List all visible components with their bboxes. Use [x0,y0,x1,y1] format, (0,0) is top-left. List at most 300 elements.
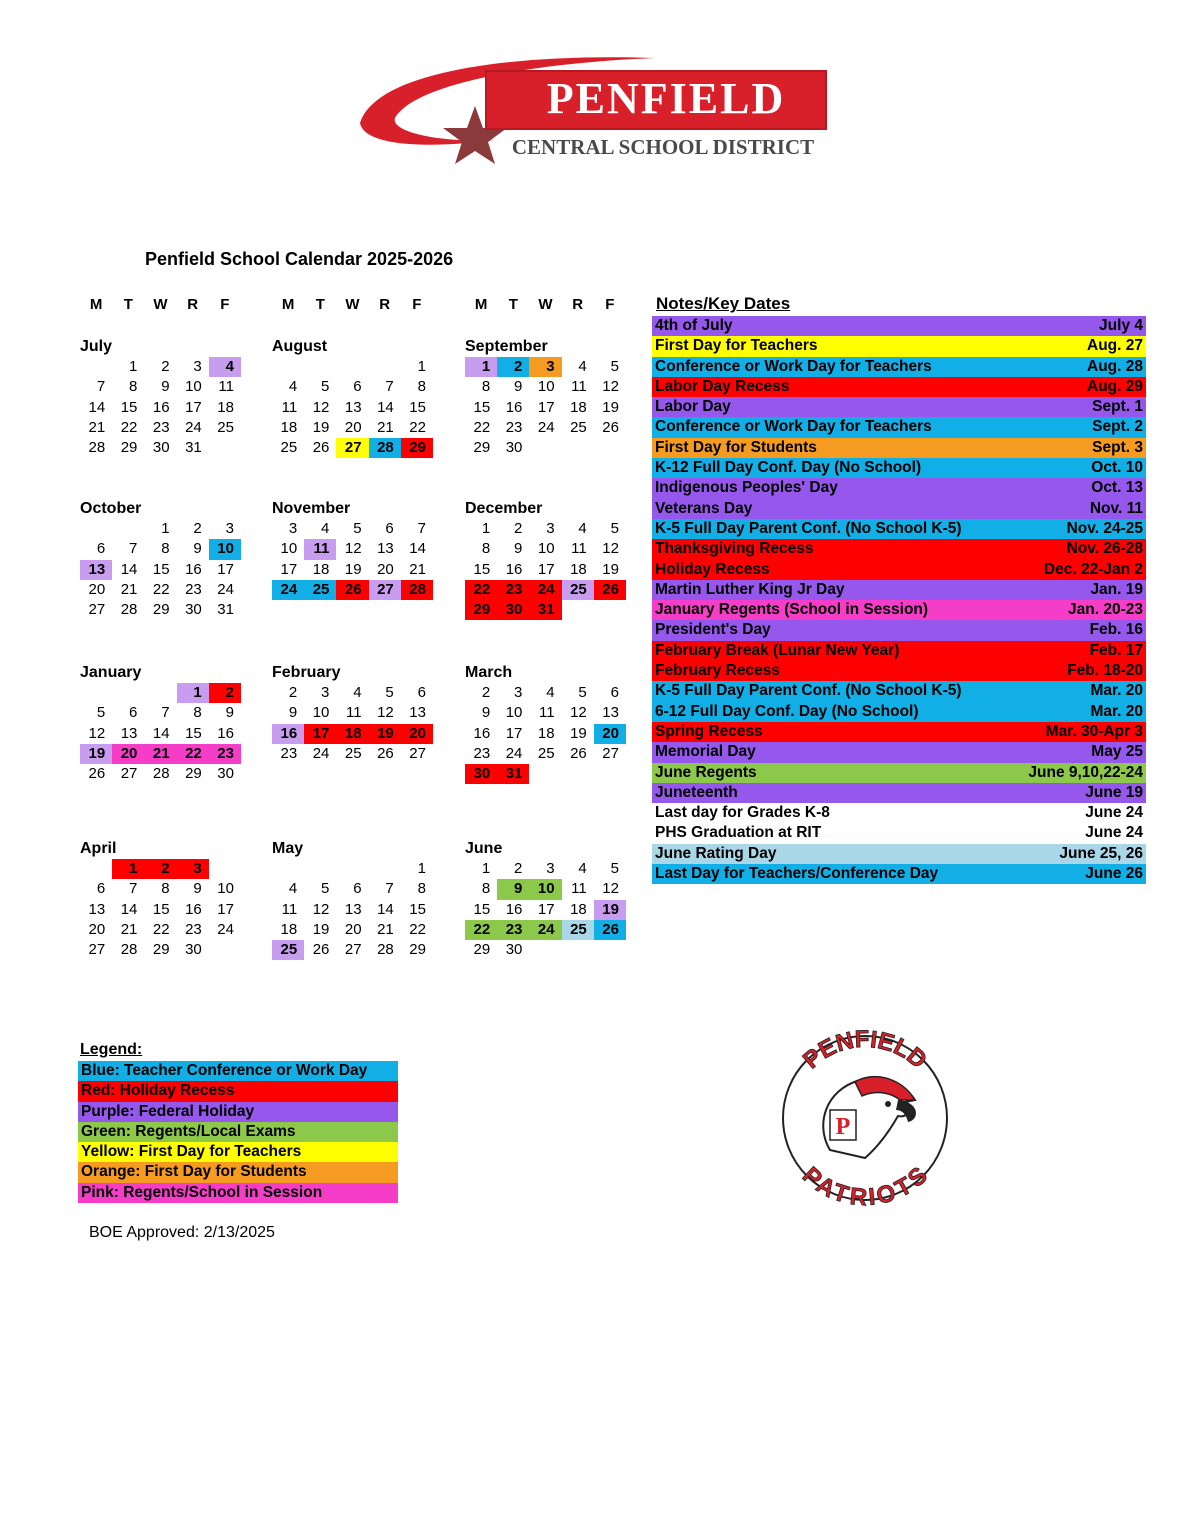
day-cell: 8 [161,540,170,558]
day-cell: 28 [369,438,401,458]
day-cell: 27 [336,438,368,458]
week-row [465,683,626,703]
empty-day-cell [209,859,241,879]
day-cell: 3 [288,520,298,537]
week-row [272,879,433,899]
day-cell: 20 [88,920,106,938]
week-row [80,744,241,764]
week-row [272,398,433,418]
note-label: Last Day for Teachers/Conference Day [655,865,939,883]
week-row [80,580,241,600]
legend-list [78,1061,398,1203]
day-cell: 26 [312,439,330,457]
note-date: Nov. 26-28 [1066,540,1143,558]
day-cell: 19 [80,744,112,764]
weekday-label: R [572,295,584,313]
note-date: Oct. 13 [1091,479,1143,497]
day-cell: 3 [514,684,523,701]
day-cell: 10 [217,880,234,898]
day-cell: 13 [377,540,394,558]
note-date: June 24 [1085,824,1143,842]
day-cell: 12 [602,880,619,898]
day-cell: 25 [280,439,298,457]
note-date: Jan. 19 [1090,580,1143,598]
note-row [652,357,1146,377]
day-cell: 23 [185,920,202,938]
day-cell: 21 [88,418,106,436]
day-cell: 7 [385,378,394,396]
day-cell: 9 [193,540,202,558]
day-cell: 23 [497,580,529,600]
week-row [465,744,626,764]
mascot-letter: P [835,1114,851,1140]
day-cell: 10 [537,378,555,396]
week-row [80,879,241,899]
note-label: Memorial Day [655,743,756,761]
week-row [80,764,241,784]
day-cell: 12 [312,900,330,918]
weekday-label: T [123,295,133,313]
day-cell: 3 [546,860,555,877]
empty-day-cell [272,859,304,879]
week-row [80,539,241,559]
day-cell: 15 [473,900,491,918]
day-cell: 12 [602,540,619,558]
day-cell: 24 [529,920,561,940]
week-row [80,418,241,438]
week-row [465,519,626,539]
day-cell: 30 [152,439,170,457]
day-cell: 28 [120,601,138,619]
day-cell: 18 [570,398,587,416]
day-cell: 25 [570,418,587,436]
day-cell: 27 [88,941,106,959]
day-cell: 10 [505,704,523,722]
note-row [652,316,1146,336]
legend-item: Yellow: First Day for Teachers [78,1142,398,1162]
month-name: October [80,500,142,517]
day-cell: 5 [610,358,619,375]
day-cell: 29 [465,600,497,620]
day-cell: 23 [185,580,202,598]
legend-item: Purple: Federal Holiday [78,1102,398,1122]
day-cell: 31 [185,439,202,457]
note-label: Thanksgiving Recess [655,540,814,558]
day-cell: 27 [88,601,106,619]
day-cell: 5 [321,378,330,396]
day-cell: 18 [217,398,234,416]
day-cell: 10 [529,879,561,899]
note-row [652,478,1146,498]
note-row [652,681,1146,701]
week-row [465,879,626,899]
note-label: Conference or Work Day for Teachers [655,357,932,375]
day-cell: 18 [336,724,368,744]
day-cell: 19 [570,724,587,742]
day-cell: 16 [505,560,523,578]
day-cell: 23 [280,744,298,762]
empty-day-cell [80,859,112,879]
day-cell: 20 [377,560,394,578]
weekday-label: T [508,295,518,313]
day-cell: 1 [177,683,209,703]
day-cell: 6 [96,880,106,898]
empty-day-cell [562,600,594,620]
note-label: June Regents [655,763,757,781]
day-cell: 14 [120,560,138,578]
day-cell: 3 [177,859,209,879]
week-row [272,940,433,960]
note-date: Jan. 20-23 [1068,601,1143,619]
day-cell: 26 [336,580,368,600]
note-row [652,458,1146,478]
note-row [652,641,1146,661]
day-cell: 7 [129,880,138,898]
day-cell: 3 [193,358,202,375]
day-cell: 29 [152,601,170,619]
note-date: Mar. 20 [1090,702,1143,720]
day-cell: 22 [465,920,497,940]
day-cell: 1 [417,358,426,375]
day-cell: 6 [353,880,362,898]
day-cell: 16 [185,560,202,578]
day-cell: 4 [578,860,587,877]
day-cell: 25 [344,744,362,762]
note-date: Nov. 24-25 [1066,519,1143,537]
note-label: Last day for Grades K-8 [655,804,830,822]
day-cell: 2 [288,684,298,701]
day-cell: 2 [497,357,529,377]
week-row [80,398,241,418]
day-cell: 8 [417,378,426,396]
calendar-title: Penfield School Calendar 2025-2026 [145,249,454,269]
month-name: September [465,338,548,355]
empty-day-cell [80,683,112,703]
note-label: First Day for Teachers [655,337,818,355]
note-date: May 25 [1091,743,1143,761]
week-row [465,600,626,620]
day-cell: 6 [129,704,138,722]
day-cell: 10 [312,704,330,722]
day-cell: 2 [161,358,170,375]
day-cell: 14 [377,398,394,416]
week-row [272,724,433,744]
day-cell: 21 [377,418,394,436]
day-cell: 18 [280,920,298,938]
empty-day-cell [562,764,594,784]
day-cell: 8 [417,880,426,898]
day-cell: 12 [344,540,362,558]
day-cell: 22 [409,920,426,938]
day-cell: 2 [514,860,523,877]
day-cell: 3 [529,357,561,377]
note-label: Indigenous Peoples' Day [655,479,838,497]
day-cell: 21 [409,560,426,578]
empty-day-cell [209,940,241,960]
day-cell: 2 [209,683,241,703]
month-name: December [465,500,543,517]
logo-subtitle: CENTRAL SCHOOL DISTRICT [511,135,815,159]
approval-text: BOE Approved: 2/13/2025 [89,1224,275,1241]
day-cell: 25 [304,580,336,600]
day-cell: 23 [505,418,523,436]
day-cell: 22 [177,744,209,764]
weekday-label: W [345,295,360,313]
note-label: February Break (Lunar New Year) [655,641,900,659]
weekday-label: R [379,295,391,313]
day-cell: 5 [578,684,587,701]
day-cell: 3 [321,684,330,701]
note-row [652,783,1146,803]
day-cell: 17 [185,398,202,416]
day-cell: 22 [120,418,138,436]
day-cell: 29 [401,438,433,458]
day-cell: 19 [312,418,330,436]
day-cell: 27 [602,744,619,762]
day-cell: 14 [120,900,138,918]
day-cell: 6 [353,378,362,396]
day-cell: 26 [602,418,619,436]
note-date: Sept. 1 [1092,398,1143,416]
day-cell: 12 [88,724,106,742]
day-cell: 13 [409,704,426,722]
day-cell: 22 [152,580,170,598]
note-date: June 26 [1085,865,1143,883]
note-row [652,864,1146,884]
day-cell: 20 [112,744,144,764]
notes-header: Notes/Key Dates [656,294,791,313]
day-cell: 15 [473,560,491,578]
day-cell: 1 [129,358,138,375]
note-label: First Day for Students [655,438,817,456]
week-row [272,377,433,397]
week-row [465,580,626,600]
note-label: 4th of July [655,317,733,334]
week-row [80,940,241,960]
day-cell: 11 [345,704,362,722]
week-row [465,438,626,458]
day-cell: 5 [321,880,330,898]
note-date: Nov. 11 [1089,499,1143,517]
month-name: May [272,840,304,857]
week-row [465,539,626,559]
note-date: Aug. 28 [1087,357,1143,375]
day-cell: 10 [537,540,555,558]
day-cell: 19 [344,560,362,578]
day-cell: 11 [571,378,587,396]
empty-day-cell [304,764,336,784]
day-cell: 17 [217,560,234,578]
note-label: Martin Luther King Jr Day [655,580,845,598]
day-cell: 17 [304,724,336,744]
day-cell: 18 [570,560,587,578]
note-label: 6-12 Full Day Conf. Day (No School) [655,702,919,720]
note-row [652,539,1146,559]
note-row [652,519,1146,539]
day-cell: 20 [344,920,362,938]
note-label: Holiday Recess [655,560,770,578]
note-date: Aug. 27 [1087,337,1143,355]
empty-day-cell [401,764,433,784]
weekday-label: M [474,295,488,313]
note-row [652,763,1146,783]
week-row [272,744,433,764]
note-row [652,438,1146,458]
day-cell: 11 [571,540,587,558]
empty-day-cell [304,357,336,377]
week-row [465,859,626,879]
week-row [80,560,241,580]
empty-day-cell [80,519,112,539]
day-cell: 7 [385,880,394,898]
day-cell: 4 [209,357,241,377]
weekday-label: F [220,295,230,313]
day-cell: 28 [88,439,106,457]
logo-name: PENFIELD [546,74,786,123]
day-cell: 23 [473,744,491,762]
day-cell: 20 [344,418,362,436]
day-cell: 12 [377,704,394,722]
day-cell: 19 [602,560,619,578]
day-cell: 30 [185,601,202,619]
empty-day-cell [112,683,144,703]
day-cell: 13 [88,900,106,918]
day-cell: 15 [409,398,426,416]
day-cell: 19 [602,398,619,416]
empty-day-cell [401,600,433,620]
day-cell: 16 [217,724,234,742]
empty-day-cell [336,859,368,879]
note-row [652,580,1146,600]
empty-day-cell [304,600,336,620]
day-cell: 3 [546,520,555,537]
day-cell: 7 [161,704,170,722]
empty-day-cell [336,764,368,784]
note-date: Dec. 22-Jan 2 [1043,560,1143,578]
month-name: March [465,664,513,681]
day-cell: 19 [312,920,330,938]
day-cell: 29 [185,765,202,783]
day-cell: 9 [481,704,491,722]
day-cell: 15 [152,900,170,918]
day-cell: 24 [272,580,304,600]
day-cell: 12 [312,398,330,416]
week-row [465,703,626,723]
week-row [272,580,433,600]
day-cell: 28 [377,941,394,959]
day-cell: 30 [505,439,523,457]
week-row [465,940,626,960]
day-cell: 30 [185,941,202,959]
note-label: President's Day [655,621,771,639]
day-cell: 9 [514,378,523,396]
day-cell: 6 [96,540,106,558]
week-row [272,683,433,703]
month-name: July [80,338,113,355]
day-cell: 8 [481,540,491,558]
day-cell: 13 [80,560,112,580]
day-cell: 2 [193,520,202,537]
week-row [80,519,241,539]
day-cell: 4 [578,358,587,375]
legend-item: Green: Regents/Local Exams [78,1122,398,1142]
day-cell: 17 [537,398,555,416]
day-cell: 30 [217,765,234,783]
empty-day-cell [80,357,112,377]
district-logo [355,48,835,168]
note-label: June Rating Day [655,844,777,862]
note-row [652,499,1146,519]
legend-item: Orange: First Day for Students [78,1162,398,1182]
day-cell: 24 [217,580,234,598]
weekday-label: R [187,295,199,313]
day-cell: 11 [281,398,298,416]
day-cell: 15 [473,398,491,416]
weekday-label: M [89,295,103,313]
week-row [465,900,626,920]
weekday-header-row [465,294,626,314]
week-row [272,418,433,438]
day-cell: 25 [562,580,594,600]
day-cell: 9 [193,880,202,898]
week-row [80,900,241,920]
day-cell: 28 [152,765,170,783]
day-cell: 1 [112,859,144,879]
empty-day-cell [594,940,626,960]
week-row [465,920,626,940]
day-cell: 4 [288,378,298,396]
week-row [272,920,433,940]
day-cell: 19 [369,724,401,744]
empty-day-cell [369,859,401,879]
weekday-label: M [281,295,295,313]
day-cell: 20 [594,724,626,744]
week-row [272,519,433,539]
week-row [272,859,433,879]
day-cell: 26 [570,744,587,762]
note-label: K-5 Full Day Parent Conf. (No School K-5) [655,519,962,537]
day-cell: 11 [304,539,336,559]
day-cell: 11 [571,880,587,898]
note-date: July 4 [1099,317,1143,334]
day-cell: 22 [465,580,497,600]
week-row [272,357,433,377]
notes-list [652,316,1146,884]
week-row [465,357,626,377]
note-label: K-5 Full Day Parent Conf. (No School K-5) [655,682,962,700]
weekday-label: F [412,295,422,313]
day-cell: 12 [602,378,619,396]
week-row [272,900,433,920]
note-row [652,742,1146,762]
empty-day-cell [336,600,368,620]
empty-day-cell [112,519,144,539]
day-cell: 17 [217,900,234,918]
day-cell: 29 [473,439,491,457]
day-cell: 1 [481,520,491,537]
note-label: K-12 Full Day Conf. Day (No School) [655,459,922,477]
note-date: June 25, 26 [1059,844,1143,862]
empty-day-cell [272,600,304,620]
week-row [465,724,626,744]
note-label: Labor Day [655,398,731,416]
month-name: January [80,664,142,681]
day-cell: 16 [185,900,202,918]
day-cell: 26 [594,920,626,940]
empty-day-cell [369,600,401,620]
legend-title: Legend: [80,1041,143,1058]
day-cell: 13 [120,724,138,742]
